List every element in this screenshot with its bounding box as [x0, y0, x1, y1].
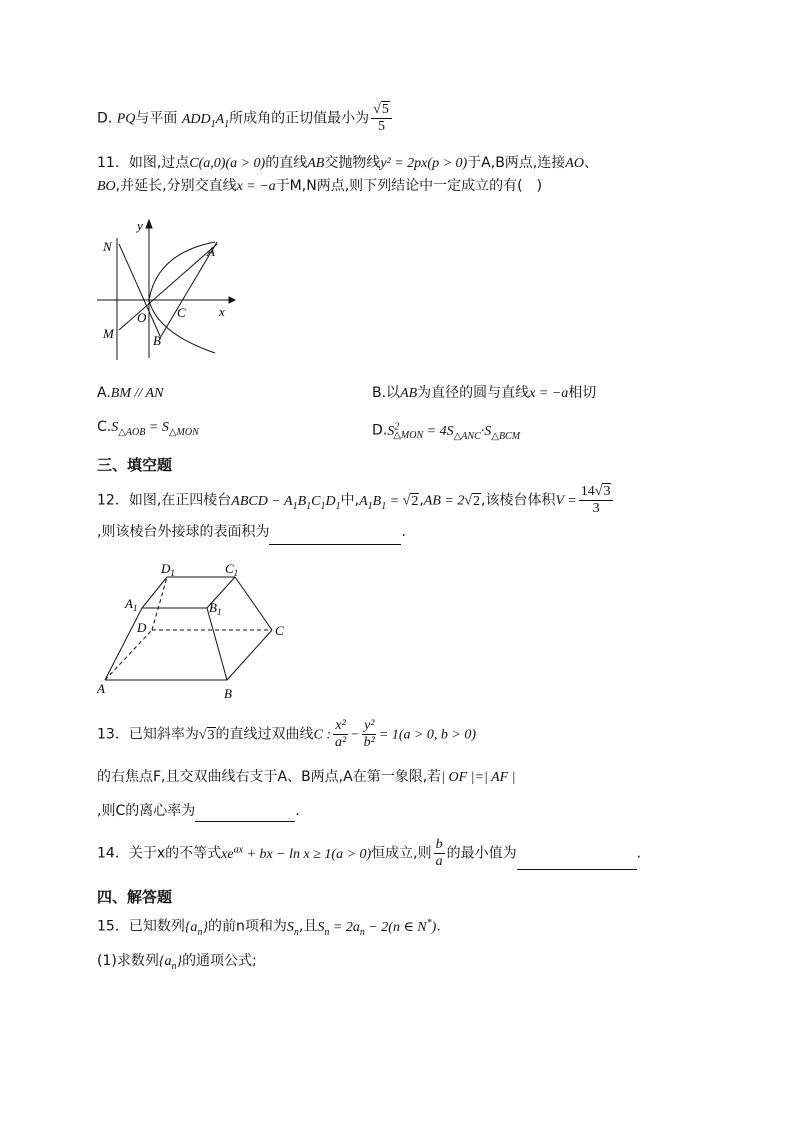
question-13-text: 13．已知斜率为√3的直线过双曲线C : $\frac{\text{x²}}{\text{a²}}$ − $\frac{\text{y²}}{\text{b²}}$ = 1(a > 0, b > 0) — [97, 718, 477, 750]
label-A1: $A_1$ — [125, 596, 138, 613]
q11-option-a[interactable]: A.BM // AN — [97, 385, 164, 401]
q13-answer-blank[interactable] — [195, 805, 295, 822]
q11-option-c[interactable]: $C.S_{\triangle AOB} = S_{\triangle MON}$ — [97, 419, 199, 438]
label-y: y — [137, 218, 143, 233]
label-M: M — [103, 326, 114, 341]
edge-AA1 — [105, 608, 142, 680]
question-15-part-1: (1)求数列$\{a_n\}$的通项公式; — [97, 953, 257, 972]
y-axis-arrow — [146, 220, 152, 228]
edge-DD1 — [152, 577, 167, 630]
label-B: B — [224, 686, 232, 701]
label-B1: $B_1$ — [209, 600, 222, 617]
q11-option-d[interactable]: $D.S^2_{\triangle MON} = 4S_{\triangle ANC}\cdot S_{\triangle BCM}$ — [372, 421, 521, 442]
question-13-text-line2: 的右焦点F,且交双曲线右支于A、B两点,A在第一象限,若| OF |=| AF | — [97, 769, 516, 785]
plane-expression: $ADD_1A_1$ — [181, 111, 230, 130]
edge-AD — [105, 630, 152, 680]
label-N: N — [103, 239, 112, 254]
label-C: C — [275, 623, 284, 638]
edge-CC1 — [235, 577, 272, 630]
fraction-root5-over-5: $\frac{√5}{5}$ — [371, 102, 392, 135]
label-B: B — [153, 333, 161, 348]
prev-option-d: D. PQ与平面 $ADD_1A_1$所成角的正切值最小为 $\frac{√5}{5}$ — [97, 102, 697, 135]
line-MA — [119, 244, 217, 330]
question-12-text: 12．如图,在正四棱台ABCD − $A_1B_1C_1D_1$中$,A_1B_1 = √2,AB = 2√2$,该棱台体积V = $\frac{14√3}{3}$ ,则该棱台外接球的表面积为 . — [97, 484, 697, 545]
label-O: O — [137, 310, 147, 325]
question-14-text: 14．关于x的不等式$xe^{ax}$ + bx − ln x ≥ 1(a > 0)恒成立,则 $\frac{b}{a}$ 的最小值为 . — [97, 837, 642, 870]
label-A: A — [97, 681, 105, 696]
label-D1: $D_1$ — [161, 561, 175, 578]
q11-option-b[interactable]: B.以AB为直径的圆与直线x = −a相切 — [372, 385, 597, 401]
question-13-text-line3: ,则C的离心率为 . — [97, 800, 697, 822]
x-axis-arrow — [229, 297, 235, 303]
label-C: C — [177, 305, 186, 320]
q14-answer-blank[interactable] — [517, 853, 637, 870]
edge-BC — [227, 630, 272, 680]
question-11-text: 11．如图,过点C(a,0)(a > 0)的直线AB交抛物线y² = 2px(p > 0)于A,B两点,连接AO、 BO,并延长,分别交直线x = −a于M,N两点,则下列结论中一定成立的有( ) — [97, 155, 598, 194]
label-D: D — [137, 620, 147, 635]
edge-A1D1 — [142, 577, 167, 608]
section-4-heading: 四、解答题 — [97, 888, 173, 906]
parabola-figure — [97, 218, 237, 363]
label-C1: $C_1$ — [225, 561, 239, 578]
section-3-heading: 三、填空题 — [97, 456, 173, 474]
label-x: x — [219, 304, 225, 319]
question-15-text: 15．已知数列$\{a_n\}$的前n项和为$S_n$,且$S_n = 2a_n - 2(n$ ∈ N*). — [97, 917, 441, 938]
q12-answer-blank[interactable] — [269, 528, 401, 545]
edge-BB1 — [207, 608, 227, 680]
label-A: A — [207, 244, 215, 259]
frustum-figure — [97, 560, 297, 705]
